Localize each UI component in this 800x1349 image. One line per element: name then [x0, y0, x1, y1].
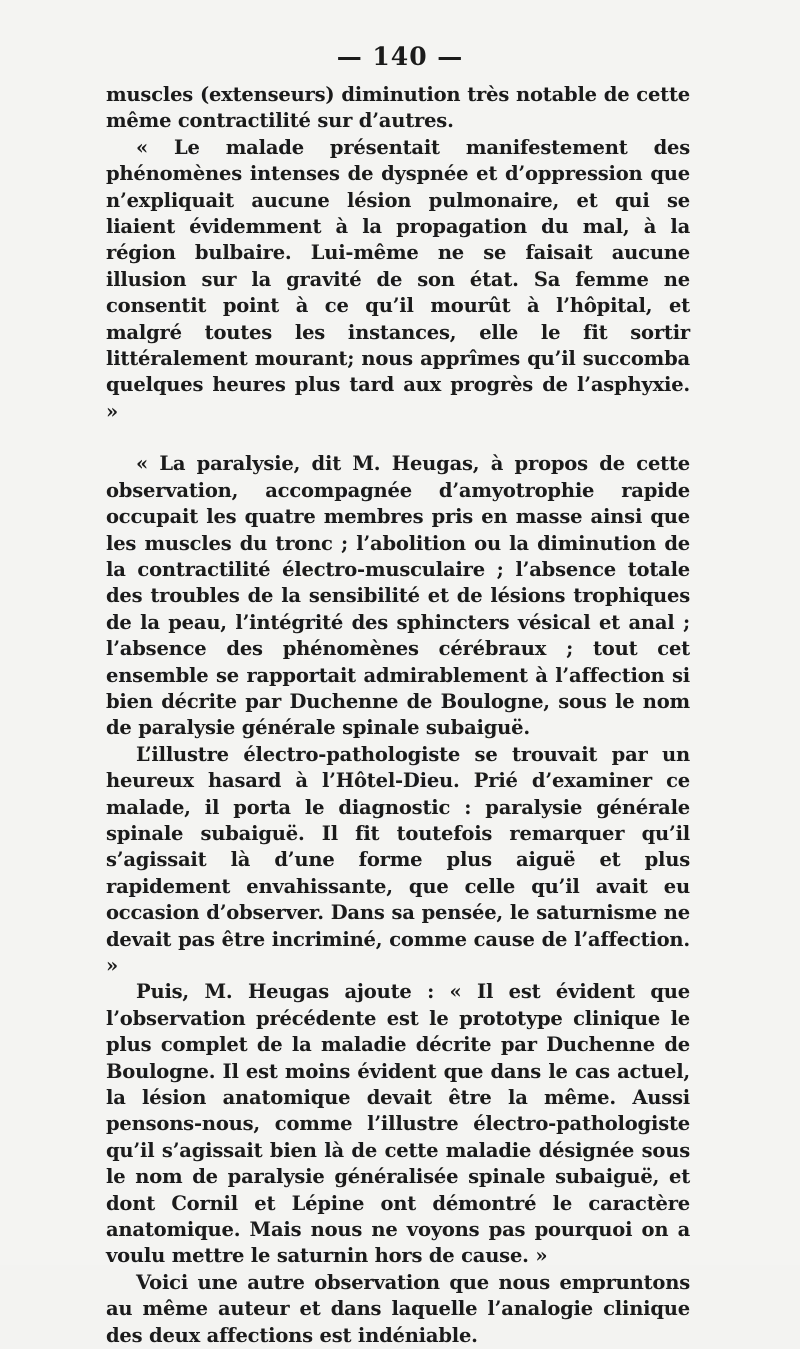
- paragraph-4: L’illustre électro-pathologiste se trouvait par un heureux hasard à l’Hôtel-Dieu. Prié d’examiner ce malade, il porta le diagnostic : paralysie générale spinale subaiguë. Il fit toutefois remarquer qu’il s’agissait là d’une forme plus aiguë et plus rapidement envahissante, que celle qu’il avait eu occasion d’observer. Dans sa pensée, le saturnisme ne devait pas être incriminé, comme cause de l’affection. »: [106, 742, 690, 977]
- page-number: — 140 —: [336, 42, 464, 71]
- body-text: [106, 82, 690, 1349]
- paragraph-5: Puis, M. Heugas ajoute : « Il est évident que l’observation précédente est le prototype clinique le plus complet de la maladie décrite par Duchenne de Boulogne. Il est moins évident que dans le cas actuel, la lésion anatomique devait être la même. Aussi pensons-nous, comme l’illustre électro-pathologiste qu’il s’agissait bien là de cette maladie désignée sous le nom de paralysie généralisée spinale subaiguë, et dont Cornil et Lépine ont démontré le caractère anatomique. Mais nous ne voyons pas pourquoi on a voulu mettre le saturnin hors de cause. »: [106, 980, 690, 1268]
- paragraph-1: muscles (extenseurs) diminution très notable de cette même contractilité sur d’autres.: [106, 83, 690, 133]
- paragraph-3: « La paralysie, dit M. Heugas, à propos de cette observation, accompagnée d’amyotrophie rapide occupait les quatre membres pris en masse ainsi que les muscles du tronc ; l’abolition ou la diminution de la contractilité électro-musculaire ; l’absence totale des troubles de la sensibilité et de lésions trophiques de la peau, l’intégrité des sphincters vésical et anal ; l’absence des phénomènes cérébraux ; tout cet ensemble se rapportait admirablement à l’affection si bien décrite par Duchenne de Boulogne, sous le nom de paralysie générale spinale subaiguë.: [106, 452, 690, 740]
- paragraph-2: « Le malade présentait manifestement des phénomènes intenses de dyspnée et d’oppression que n’expliquait aucune lésion pulmonaire, et qui se liaient évidemment à la propagation du mal, à la région bulbaire. Lui-même ne se faisait aucune illusion sur la gravité de son état. Sa femme ne consentit point à ce qu’il mourût à l’hôpital, et malgré toutes les instances, elle le fit sortir littéralement mourant; nous apprîmes qu’il succomba quelques heures plus tard aux progrès de l’asphyxie. »: [106, 135, 690, 423]
- paragraph-6: Voici une autre observation que nous empruntons au même auteur et dans laquelle l’analogie clinique des deux affections est indéniable.: [106, 1270, 690, 1347]
